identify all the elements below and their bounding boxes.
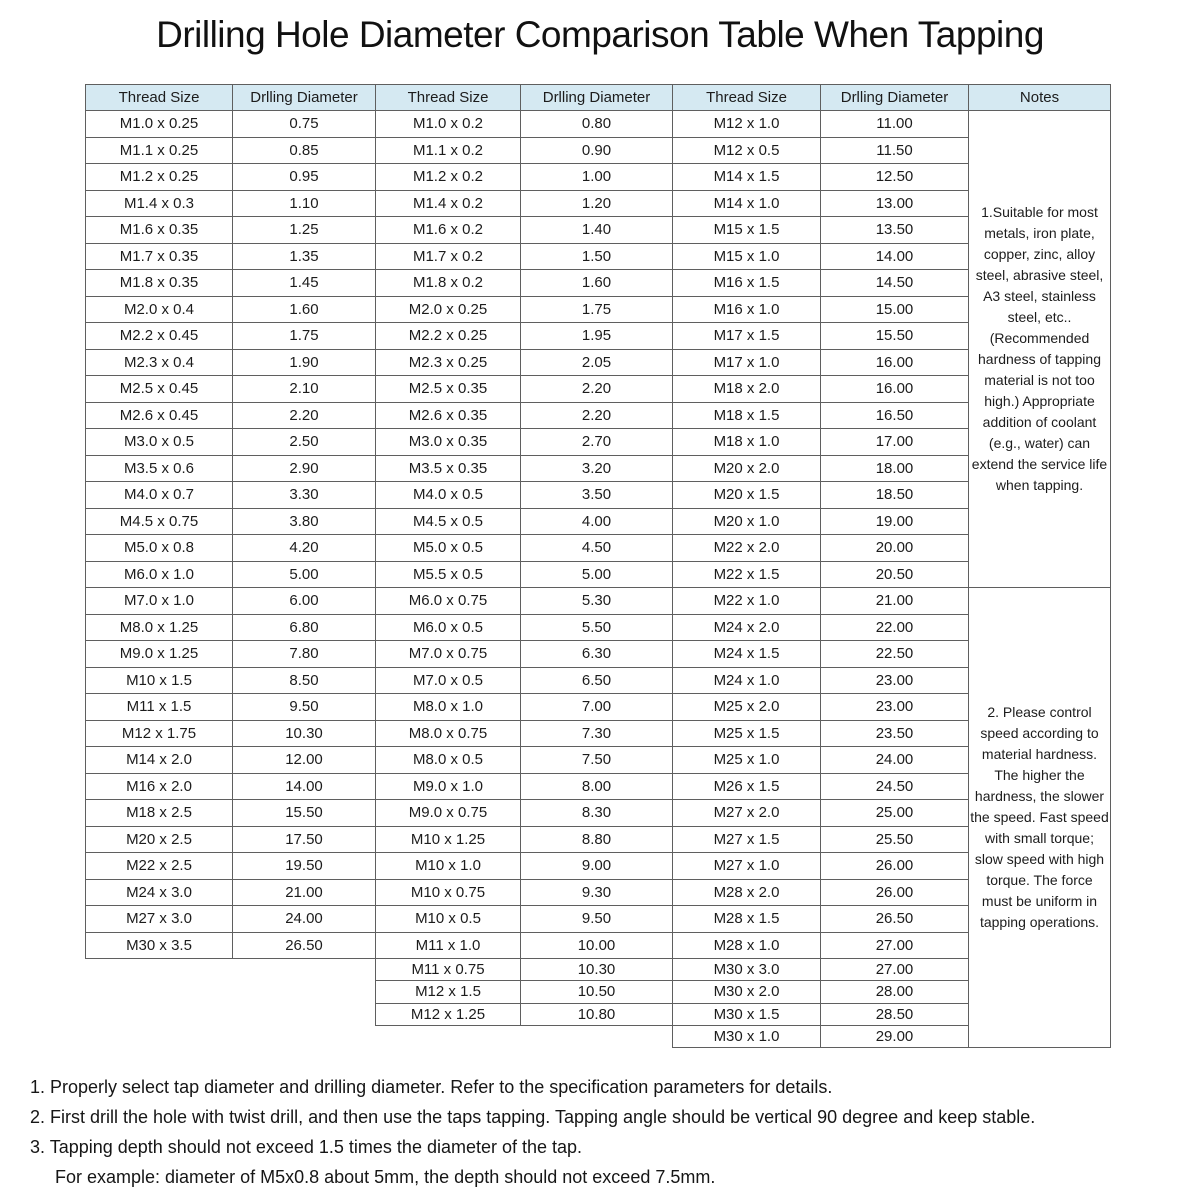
thread-size-cell: M2.0 x 0.4 <box>86 296 233 323</box>
drill-diameter-cell: 26.50 <box>821 906 969 933</box>
drill-diameter-cell: 22.00 <box>821 614 969 641</box>
thread-size-cell: M20 x 2.0 <box>673 455 821 482</box>
thread-size-cell: M26 x 1.5 <box>673 773 821 800</box>
column-header: Notes <box>969 85 1111 111</box>
thread-size-cell: M8.0 x 1.0 <box>376 694 521 721</box>
drill-diameter-cell: 1.75 <box>233 323 376 350</box>
drill-diameter-cell: 2.10 <box>233 376 376 403</box>
thread-size-cell: M16 x 1.0 <box>673 296 821 323</box>
drill-diameter-cell: 1.90 <box>233 349 376 376</box>
thread-size-cell: M28 x 2.0 <box>673 879 821 906</box>
drill-diameter-cell: 8.30 <box>521 800 673 827</box>
drill-diameter-cell: 26.00 <box>821 853 969 880</box>
thread-size-cell: M1.6 x 0.2 <box>376 217 521 244</box>
drill-diameter-cell: 0.90 <box>521 137 673 164</box>
table-row <box>86 981 1111 1003</box>
footer-note-line: 1. Properly select tap diameter and drilling diameter. Refer to the specification parameters for details. <box>30 1077 833 1097</box>
column-header: Drlling Diameter <box>233 85 376 111</box>
table-row <box>86 137 1111 164</box>
thread-size-cell: M1.2 x 0.2 <box>376 164 521 191</box>
thread-size-cell: M30 x 3.0 <box>673 959 821 981</box>
table-row <box>86 959 1111 981</box>
drill-diameter-cell: 27.00 <box>821 959 969 981</box>
thread-size-cell: M30 x 1.5 <box>673 1003 821 1025</box>
table-row <box>86 694 1111 721</box>
drill-diameter-cell: 25.00 <box>821 800 969 827</box>
blank-cell <box>376 1025 521 1047</box>
thread-size-cell: M5.5 x 0.5 <box>376 561 521 588</box>
thread-size-cell: M22 x 2.5 <box>86 853 233 880</box>
drill-diameter-cell: 3.30 <box>233 482 376 509</box>
drill-diameter-cell: 2.05 <box>521 349 673 376</box>
table-row <box>86 879 1111 906</box>
table-row <box>86 826 1111 853</box>
drill-diameter-cell: 17.50 <box>233 826 376 853</box>
thread-size-cell: M10 x 1.5 <box>86 667 233 694</box>
table-row <box>86 667 1111 694</box>
drill-diameter-cell: 9.00 <box>521 853 673 880</box>
thread-size-cell: M4.5 x 0.75 <box>86 508 233 535</box>
thread-size-cell: M10 x 1.25 <box>376 826 521 853</box>
thread-size-cell: M18 x 1.0 <box>673 429 821 456</box>
table-row <box>86 1003 1111 1025</box>
thread-size-cell: M1.7 x 0.2 <box>376 243 521 270</box>
thread-size-cell: M4.0 x 0.5 <box>376 482 521 509</box>
thread-size-cell: M10 x 0.75 <box>376 879 521 906</box>
thread-size-cell: M12 x 1.5 <box>376 981 521 1003</box>
blank-cell <box>86 1025 233 1047</box>
drill-diameter-cell: 3.20 <box>521 455 673 482</box>
drill-diameter-cell: 28.50 <box>821 1003 969 1025</box>
thread-size-cell: M1.0 x 0.25 <box>86 111 233 138</box>
thread-size-cell: M2.6 x 0.35 <box>376 402 521 429</box>
drill-diameter-cell: 20.50 <box>821 561 969 588</box>
thread-size-cell: M27 x 2.0 <box>673 800 821 827</box>
thread-size-cell: M3.5 x 0.6 <box>86 455 233 482</box>
thread-size-cell: M12 x 0.5 <box>673 137 821 164</box>
blank-cell <box>86 1003 233 1025</box>
thread-size-cell: M9.0 x 1.0 <box>376 773 521 800</box>
drill-diameter-cell: 5.50 <box>521 614 673 641</box>
thread-size-cell: M2.2 x 0.25 <box>376 323 521 350</box>
drill-diameter-cell: 10.80 <box>521 1003 673 1025</box>
thread-size-cell: M1.2 x 0.25 <box>86 164 233 191</box>
table-row <box>86 482 1111 509</box>
thread-size-cell: M16 x 1.5 <box>673 270 821 297</box>
drill-diameter-cell: 2.20 <box>521 402 673 429</box>
column-header: Thread Size <box>86 85 233 111</box>
drill-diameter-cell: 23.00 <box>821 667 969 694</box>
thread-size-cell: M1.4 x 0.2 <box>376 190 521 217</box>
blank-cell <box>233 1025 376 1047</box>
table-row <box>86 508 1111 535</box>
drill-diameter-cell: 11.50 <box>821 137 969 164</box>
table-row <box>86 720 1111 747</box>
footer-note-line: 2. First drill the hole with twist drill, and then use the taps tapping. Tapping angle should be vertical 90 degree and keep stable. <box>30 1107 1036 1127</box>
thread-size-cell: M30 x 2.0 <box>673 981 821 1003</box>
drill-diameter-cell: 20.00 <box>821 535 969 562</box>
drill-diameter-cell: 0.80 <box>521 111 673 138</box>
thread-size-cell: M6.0 x 0.5 <box>376 614 521 641</box>
drill-diameter-cell: 1.20 <box>521 190 673 217</box>
drill-diameter-cell: 16.00 <box>821 349 969 376</box>
drill-diameter-cell: 6.00 <box>233 588 376 615</box>
table-row <box>86 376 1111 403</box>
table-row <box>86 641 1111 668</box>
drill-diameter-cell: 24.50 <box>821 773 969 800</box>
notes-cell: 2. Please control speed according to material hardness. The higher the hardness, the slower the speed. Fast speed with small torque; slow speed with high torque. The force must be uniform in tapping operations. <box>969 588 1111 1048</box>
table-row <box>86 323 1111 350</box>
drill-diameter-cell: 1.50 <box>521 243 673 270</box>
thread-size-cell: M22 x 1.0 <box>673 588 821 615</box>
drill-diameter-cell: 11.00 <box>821 111 969 138</box>
drill-diameter-cell: 16.00 <box>821 376 969 403</box>
thread-size-cell: M3.5 x 0.35 <box>376 455 521 482</box>
thread-size-cell: M6.0 x 1.0 <box>86 561 233 588</box>
thread-size-cell: M2.3 x 0.25 <box>376 349 521 376</box>
thread-size-cell: M25 x 1.5 <box>673 720 821 747</box>
drill-diameter-cell: 28.00 <box>821 981 969 1003</box>
thread-size-cell: M1.7 x 0.35 <box>86 243 233 270</box>
header-row <box>86 85 1111 111</box>
thread-size-cell: M14 x 1.5 <box>673 164 821 191</box>
table-row <box>86 111 1111 138</box>
table-row <box>86 270 1111 297</box>
thread-size-cell: M1.1 x 0.25 <box>86 137 233 164</box>
thread-size-cell: M14 x 2.0 <box>86 747 233 774</box>
thread-size-cell: M6.0 x 0.75 <box>376 588 521 615</box>
drill-diameter-cell: 21.00 <box>821 588 969 615</box>
drill-diameter-cell: 1.25 <box>233 217 376 244</box>
table-row <box>86 800 1111 827</box>
drill-diameter-cell: 18.00 <box>821 455 969 482</box>
thread-size-cell: M30 x 1.0 <box>673 1025 821 1047</box>
thread-size-cell: M28 x 1.5 <box>673 906 821 933</box>
thread-size-cell: M22 x 1.5 <box>673 561 821 588</box>
thread-size-cell: M12 x 1.25 <box>376 1003 521 1025</box>
table-row <box>86 429 1111 456</box>
thread-size-cell: M20 x 2.5 <box>86 826 233 853</box>
drill-diameter-cell: 10.30 <box>233 720 376 747</box>
thread-size-cell: M8.0 x 0.5 <box>376 747 521 774</box>
drill-diameter-cell: 7.50 <box>521 747 673 774</box>
thread-size-cell: M15 x 1.5 <box>673 217 821 244</box>
drill-diameter-cell: 0.95 <box>233 164 376 191</box>
drill-diameter-cell: 24.00 <box>233 906 376 933</box>
drill-diameter-cell: 5.00 <box>233 561 376 588</box>
thread-size-cell: M11 x 1.0 <box>376 932 521 959</box>
thread-size-cell: M1.1 x 0.2 <box>376 137 521 164</box>
drill-diameter-cell: 6.30 <box>521 641 673 668</box>
thread-size-cell: M24 x 3.0 <box>86 879 233 906</box>
drill-diameter-cell: 1.10 <box>233 190 376 217</box>
footer-note-line: 3. Tapping depth should not exceed 1.5 times the diameter of the tap. <box>30 1137 583 1157</box>
table-row <box>86 190 1111 217</box>
table-row <box>86 853 1111 880</box>
drill-diameter-cell: 4.00 <box>521 508 673 535</box>
drill-diameter-cell: 5.30 <box>521 588 673 615</box>
drill-diameter-cell: 0.85 <box>233 137 376 164</box>
drill-diameter-cell: 13.50 <box>821 217 969 244</box>
table-header <box>86 85 1111 111</box>
drill-diameter-cell: 26.00 <box>821 879 969 906</box>
footer-notes <box>30 1072 1180 1192</box>
drill-diameter-cell: 26.50 <box>233 932 376 959</box>
drill-diameter-cell: 13.00 <box>821 190 969 217</box>
table-row <box>86 747 1111 774</box>
thread-size-cell: M5.0 x 0.5 <box>376 535 521 562</box>
thread-size-cell: M17 x 1.0 <box>673 349 821 376</box>
drill-diameter-cell: 3.80 <box>233 508 376 535</box>
thread-size-cell: M4.0 x 0.7 <box>86 482 233 509</box>
thread-size-cell: M2.5 x 0.35 <box>376 376 521 403</box>
thread-size-cell: M14 x 1.0 <box>673 190 821 217</box>
table-row <box>86 932 1111 959</box>
table-row <box>86 164 1111 191</box>
drill-diameter-cell: 24.00 <box>821 747 969 774</box>
drill-diameter-cell: 9.50 <box>233 694 376 721</box>
thread-size-cell: M11 x 1.5 <box>86 694 233 721</box>
thread-size-cell: M18 x 2.5 <box>86 800 233 827</box>
thread-size-cell: M24 x 1.5 <box>673 641 821 668</box>
drill-diameter-cell: 10.50 <box>521 981 673 1003</box>
thread-size-cell: M25 x 1.0 <box>673 747 821 774</box>
drill-diameter-cell: 1.60 <box>233 296 376 323</box>
thread-size-cell: M22 x 2.0 <box>673 535 821 562</box>
drill-diameter-cell: 1.60 <box>521 270 673 297</box>
thread-size-cell: M2.5 x 0.45 <box>86 376 233 403</box>
drill-diameter-cell: 2.90 <box>233 455 376 482</box>
thread-size-cell: M2.0 x 0.25 <box>376 296 521 323</box>
drill-diameter-comparison-table <box>85 84 1111 1048</box>
blank-cell <box>86 959 233 981</box>
drill-diameter-cell: 8.50 <box>233 667 376 694</box>
thread-size-cell: M12 x 1.0 <box>673 111 821 138</box>
thread-size-cell: M1.6 x 0.35 <box>86 217 233 244</box>
thread-size-cell: M17 x 1.5 <box>673 323 821 350</box>
thread-size-cell: M24 x 2.0 <box>673 614 821 641</box>
thread-size-cell: M20 x 1.5 <box>673 482 821 509</box>
drill-diameter-cell: 16.50 <box>821 402 969 429</box>
drill-diameter-cell: 9.50 <box>521 906 673 933</box>
blank-cell <box>233 981 376 1003</box>
thread-size-cell: M15 x 1.0 <box>673 243 821 270</box>
thread-size-cell: M2.3 x 0.4 <box>86 349 233 376</box>
drill-diameter-cell: 4.50 <box>521 535 673 562</box>
thread-size-cell: M4.5 x 0.5 <box>376 508 521 535</box>
drill-diameter-cell: 23.50 <box>821 720 969 747</box>
table-row <box>86 349 1111 376</box>
thread-size-cell: M20 x 1.0 <box>673 508 821 535</box>
drill-diameter-cell: 2.70 <box>521 429 673 456</box>
thread-size-cell: M2.6 x 0.45 <box>86 402 233 429</box>
thread-size-cell: M9.0 x 1.25 <box>86 641 233 668</box>
thread-size-cell: M27 x 3.0 <box>86 906 233 933</box>
table-body <box>86 111 1111 1048</box>
drill-diameter-cell: 23.00 <box>821 694 969 721</box>
thread-size-cell: M3.0 x 0.5 <box>86 429 233 456</box>
thread-size-cell: M30 x 3.5 <box>86 932 233 959</box>
thread-size-cell: M9.0 x 0.75 <box>376 800 521 827</box>
thread-size-cell: M16 x 2.0 <box>86 773 233 800</box>
drill-diameter-cell: 10.00 <box>521 932 673 959</box>
thread-size-cell: M25 x 2.0 <box>673 694 821 721</box>
thread-size-cell: M3.0 x 0.35 <box>376 429 521 456</box>
column-header: Thread Size <box>673 85 821 111</box>
drill-diameter-cell: 7.30 <box>521 720 673 747</box>
thread-size-cell: M1.4 x 0.3 <box>86 190 233 217</box>
drill-diameter-cell: 22.50 <box>821 641 969 668</box>
drill-diameter-cell: 15.50 <box>821 323 969 350</box>
drill-diameter-cell: 8.00 <box>521 773 673 800</box>
drill-diameter-cell: 6.50 <box>521 667 673 694</box>
column-header: Drlling Diameter <box>521 85 673 111</box>
drill-diameter-cell: 3.50 <box>521 482 673 509</box>
blank-cell <box>521 1025 673 1047</box>
thread-size-cell: M10 x 1.0 <box>376 853 521 880</box>
drill-diameter-cell: 1.95 <box>521 323 673 350</box>
drill-diameter-cell: 1.00 <box>521 164 673 191</box>
drill-diameter-cell: 7.80 <box>233 641 376 668</box>
column-header: Drlling Diameter <box>821 85 969 111</box>
table-row <box>86 243 1111 270</box>
drill-diameter-cell: 9.30 <box>521 879 673 906</box>
drill-diameter-cell: 19.50 <box>233 853 376 880</box>
thread-size-cell: M10 x 0.5 <box>376 906 521 933</box>
table-row <box>86 588 1111 615</box>
thread-size-cell: M8.0 x 1.25 <box>86 614 233 641</box>
drill-diameter-cell: 1.45 <box>233 270 376 297</box>
thread-size-cell: M1.0 x 0.2 <box>376 111 521 138</box>
drill-diameter-cell: 10.30 <box>521 959 673 981</box>
drill-diameter-cell: 6.80 <box>233 614 376 641</box>
table-row <box>86 906 1111 933</box>
page-title: Drilling Hole Diameter Comparison Table When Tapping <box>156 14 1044 55</box>
thread-size-cell: M1.8 x 0.2 <box>376 270 521 297</box>
drill-diameter-cell: 27.00 <box>821 932 969 959</box>
drill-diameter-cell: 19.00 <box>821 508 969 535</box>
thread-size-cell: M18 x 1.5 <box>673 402 821 429</box>
drill-diameter-cell: 8.80 <box>521 826 673 853</box>
drill-diameter-cell: 5.00 <box>521 561 673 588</box>
drill-diameter-cell: 14.00 <box>821 243 969 270</box>
drill-diameter-cell: 0.75 <box>233 111 376 138</box>
thread-size-cell: M7.0 x 0.5 <box>376 667 521 694</box>
thread-size-cell: M2.2 x 0.45 <box>86 323 233 350</box>
column-header: Thread Size <box>376 85 521 111</box>
thread-size-cell: M5.0 x 0.8 <box>86 535 233 562</box>
drill-diameter-cell: 21.00 <box>233 879 376 906</box>
drill-diameter-cell: 15.50 <box>233 800 376 827</box>
thread-size-cell: M11 x 0.75 <box>376 959 521 981</box>
drill-diameter-cell: 29.00 <box>821 1025 969 1047</box>
table-row <box>86 773 1111 800</box>
thread-size-cell: M8.0 x 0.75 <box>376 720 521 747</box>
table-row <box>86 614 1111 641</box>
drill-diameter-cell: 2.20 <box>521 376 673 403</box>
footer-note-line: For example: diameter of M5x0.8 about 5mm, the depth should not exceed 7.5mm. <box>55 1167 716 1187</box>
table-row <box>86 561 1111 588</box>
drill-diameter-cell: 7.00 <box>521 694 673 721</box>
table-row <box>86 217 1111 244</box>
drill-diameter-cell: 14.00 <box>233 773 376 800</box>
drill-diameter-cell: 2.20 <box>233 402 376 429</box>
drill-diameter-cell: 25.50 <box>821 826 969 853</box>
thread-size-cell: M1.8 x 0.35 <box>86 270 233 297</box>
thread-size-cell: M18 x 2.0 <box>673 376 821 403</box>
thread-size-cell: M24 x 1.0 <box>673 667 821 694</box>
drill-diameter-cell: 15.00 <box>821 296 969 323</box>
table-row <box>86 296 1111 323</box>
drill-diameter-cell: 2.50 <box>233 429 376 456</box>
drill-diameter-cell: 18.50 <box>821 482 969 509</box>
drill-diameter-cell: 12.00 <box>233 747 376 774</box>
drill-diameter-cell: 1.75 <box>521 296 673 323</box>
table-row <box>86 535 1111 562</box>
blank-cell <box>86 981 233 1003</box>
thread-size-cell: M7.0 x 1.0 <box>86 588 233 615</box>
drill-diameter-cell: 12.50 <box>821 164 969 191</box>
thread-size-cell: M28 x 1.0 <box>673 932 821 959</box>
thread-size-cell: M7.0 x 0.75 <box>376 641 521 668</box>
blank-cell <box>233 1003 376 1025</box>
table-row <box>86 1025 1111 1047</box>
table-row <box>86 402 1111 429</box>
drill-diameter-cell: 4.20 <box>233 535 376 562</box>
thread-size-cell: M27 x 1.0 <box>673 853 821 880</box>
table-row <box>86 455 1111 482</box>
thread-size-cell: M27 x 1.5 <box>673 826 821 853</box>
blank-cell <box>233 959 376 981</box>
notes-cell: 1.Suitable for most metals, iron plate, copper, zinc, alloy steel, abrasive steel, A3 steel, stainless steel, etc..(Recommended hardness of tapping material is not too high.) Appropriate addition of coolant (e.g., water) can extend the service life when tapping. <box>969 111 1111 588</box>
thread-size-cell: M12 x 1.75 <box>86 720 233 747</box>
drill-diameter-cell: 1.35 <box>233 243 376 270</box>
drill-diameter-cell: 14.50 <box>821 270 969 297</box>
drill-diameter-cell: 17.00 <box>821 429 969 456</box>
drill-diameter-cell: 1.40 <box>521 217 673 244</box>
